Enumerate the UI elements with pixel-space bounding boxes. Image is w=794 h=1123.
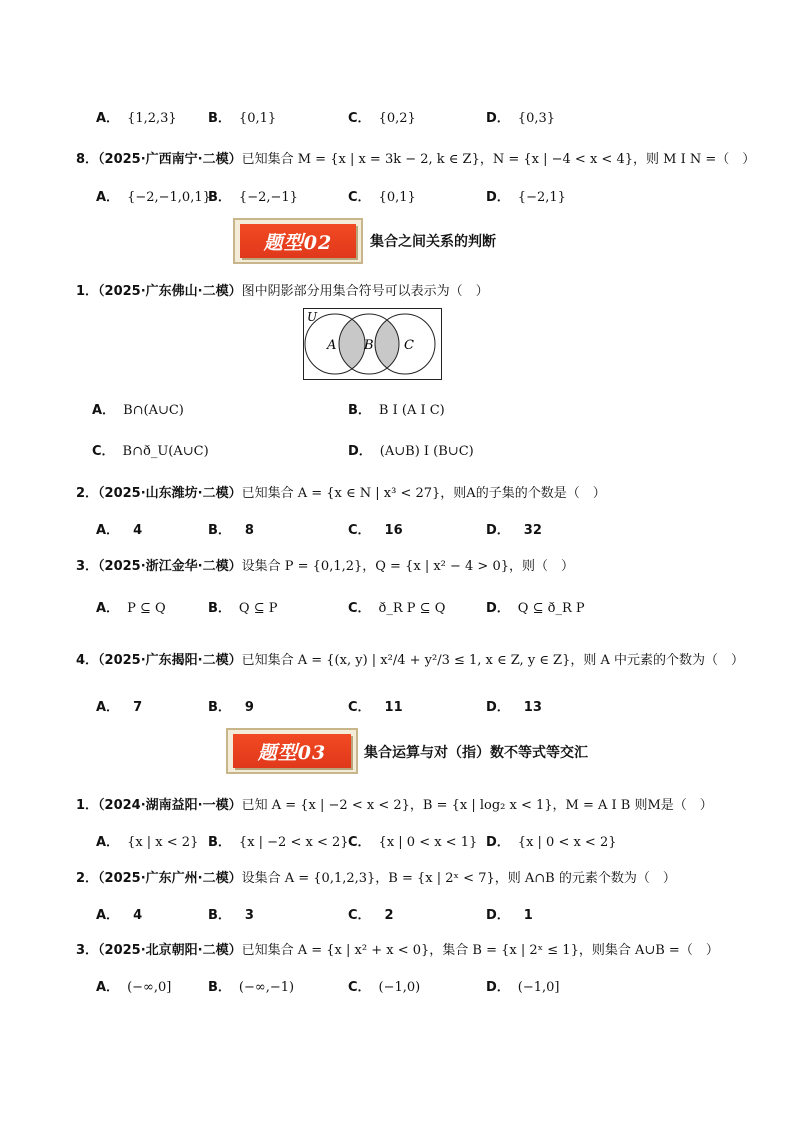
s3q3-option-d: D． (−1,0]: [486, 980, 560, 995]
q7-option-d: D． {0,3}: [486, 111, 556, 126]
section3-badge-text: 题型03: [233, 734, 351, 768]
s2q3-option-c: C． ð_R P ⊆ Q: [348, 601, 446, 616]
q8-option-b: B． {−2,−1}: [208, 190, 298, 205]
s3q3-option-b: B． (−∞,−1): [208, 980, 295, 995]
q7-option-a: A． {1,2,3}: [96, 111, 177, 126]
s3q2-option-a: A． 4: [96, 908, 143, 923]
q8-option-a: A． {−2,−1,0,1}: [96, 190, 211, 205]
s3q2-option-b: B． 3: [208, 908, 254, 923]
s2q1-stem: 1．（2025·广东佛山·二模）图中阴影部分用集合符号可以表示为（ ）: [76, 284, 489, 299]
s3q3-option-a: A． (−∞,0]: [96, 980, 172, 995]
label-b: B: [364, 338, 374, 353]
s3q1-option-c: C． {x | 0 < x < 1}: [348, 835, 478, 850]
s3q3-stem: 3．（2025·北京朝阳·二模）已知集合 A = {x | x² + x < 0}，集合 B = {x | 2ˣ ≤ 1}，则集合 A∪B =（ ）: [76, 943, 719, 958]
s2q1-option-d: D． (A∪B) I (B∪C): [348, 444, 474, 459]
s2q2-option-c: C． 16: [348, 523, 403, 538]
section2-title: 集合之间关系的判断: [370, 234, 496, 250]
section3-title: 集合运算与对（指）数不等式等交汇: [364, 745, 588, 761]
s3q1-option-d: D． {x | 0 < x < 2}: [486, 835, 617, 850]
s2q2-option-a: A． 4: [96, 523, 143, 538]
label-a: A: [327, 338, 337, 353]
s3q2-stem: 2．（2025·广东广州·二模）设集合 A = {0,1,2,3}，B = {x | 2ˣ < 7}，则 A∩B 的元素个数为（ ）: [76, 871, 676, 886]
q7-option-b: B． {0,1}: [208, 111, 277, 126]
s3q2-option-d: D． 1: [486, 908, 533, 923]
s2q4-option-c: C． 11: [348, 700, 403, 715]
s2q2-stem: 2．（2025·山东潍坊·二模）已知集合 A = {x ∈ N | x³ < 27}，则A的子集的个数是（ ）: [76, 486, 606, 501]
label-c: C: [404, 338, 414, 353]
s3q1-option-b: B． {x | −2 < x < 2}: [208, 835, 349, 850]
s2q4-option-d: D． 13: [486, 700, 542, 715]
section2-badge-text: 题型02: [240, 224, 356, 258]
s2q4-option-b: B． 9: [208, 700, 254, 715]
s2q2-option-d: D． 32: [486, 523, 542, 538]
s2q3-stem: 3．（2025·浙江金华·二模）设集合 P = {0,1,2}，Q = {x | x² − 4 > 0}，则（ ）: [76, 559, 574, 574]
section3-badge: [226, 728, 358, 774]
s2q1-option-a: A． B∩(A∪C): [92, 403, 184, 418]
q8-option-c: C． {0,1}: [348, 190, 416, 205]
q7-option-c: C． {0,2}: [348, 111, 416, 126]
s2q3-option-d: D． Q ⊆ ð_R P: [486, 601, 585, 616]
s3q2-option-c: C． 2: [348, 908, 394, 923]
section2-badge: [233, 218, 363, 264]
s2q1-option-c: C． B∩ð_U(A∪C): [92, 444, 209, 459]
s2q4-stem: 4．（2025·广东揭阳·二模）已知集合 A = {(x, y) | x²/4 + y²/3 ≤ 1, x ∈ Z, y ∈ Z}，则 A 中元素的个数为（ ）: [76, 653, 745, 668]
s2q2-option-b: B． 8: [208, 523, 254, 538]
venn-diagram: [303, 308, 442, 380]
s2q4-option-a: A． 7: [96, 700, 143, 715]
s3q1-option-a: A． {x | x < 2}: [96, 835, 199, 850]
s2q3-option-a: A． P ⊆ Q: [96, 601, 166, 616]
s3q1-stem: 1．（2024·湖南益阳·一模）已知 A = {x | −2 < x < 2}，B = {x | log₂ x < 1}，M = A I B 则M是（ ）: [76, 798, 713, 813]
q8-option-d: D． {−2,1}: [486, 190, 566, 205]
s2q1-option-b: B． B I (A I C): [348, 403, 445, 418]
s2q3-option-b: B． Q ⊆ P: [208, 601, 278, 616]
label-u: U: [307, 310, 318, 324]
s3q3-option-c: C． (−1,0): [348, 980, 421, 995]
q8-stem: 8．（2025·广西南宁·二模）已知集合 M = {x | x = 3k − 2, k ∈ Z}，N = {x | −4 < x < 4}，则 M I N =（ ）: [76, 152, 756, 167]
